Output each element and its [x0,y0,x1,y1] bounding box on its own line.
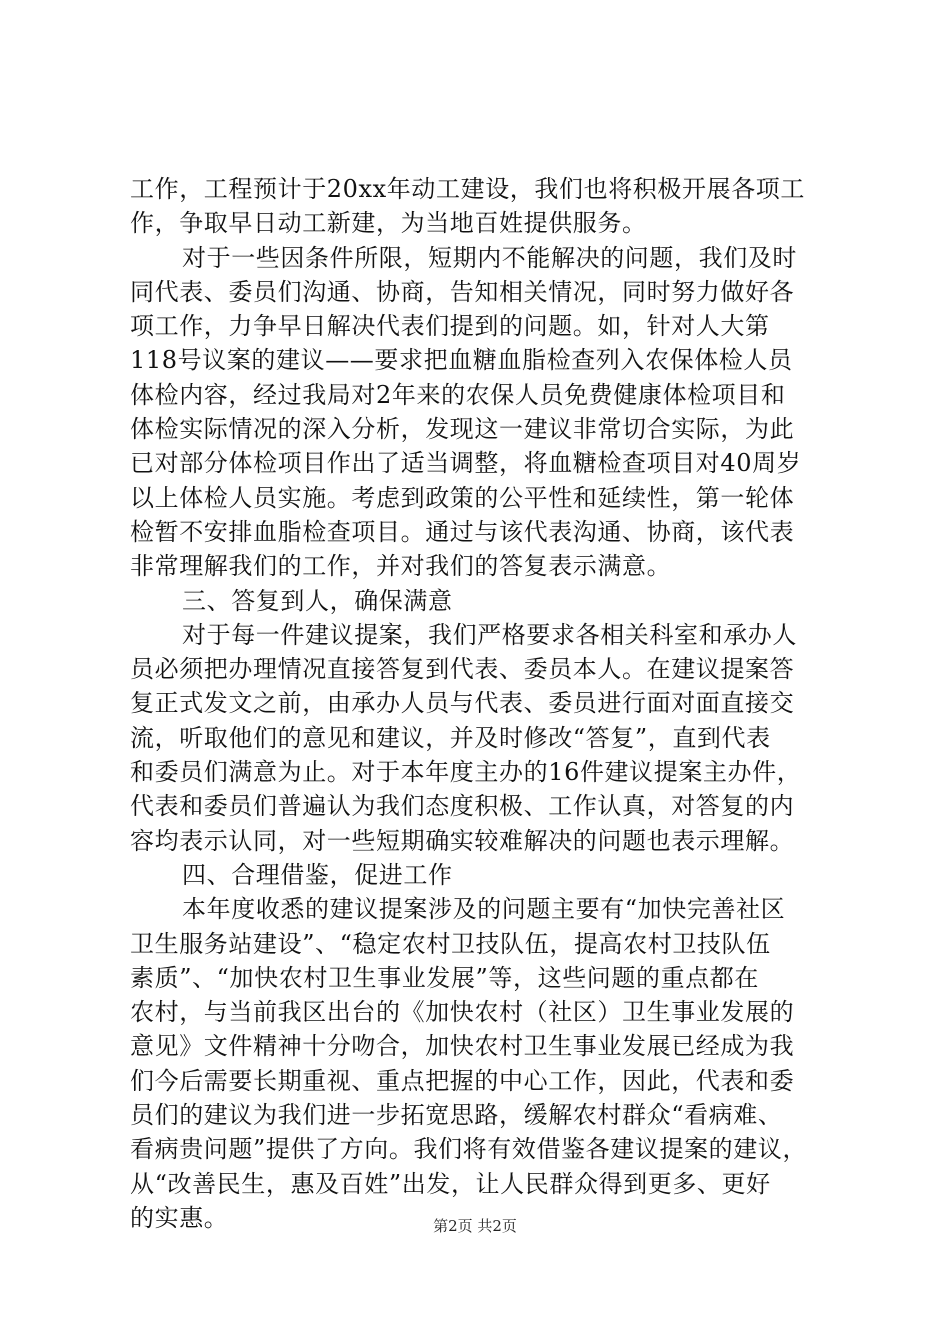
text-line: 复正式发文之前，由承办人员与代表、委员进行面对面直接交 [130,689,795,718]
text-line: 流，听取他们的意见和建议，并及时修改“答复”，直到代表 [130,723,771,752]
text-line: 已对部分体检项目作出了适当调整，将血糖检查项目对40周岁 [130,449,802,478]
text-line: 们今后需要长期重视、重点把握的中心工作，因此，代表和委 [130,1066,795,1095]
document-body [130,172,850,1235]
text-line: 农村，与当前我区出台的《加快农村（社区）卫生事业发展的 [130,998,795,1027]
text-line: 项工作，力争早日解决代表们提到的问题。如，针对人大第 [130,312,770,341]
text-line: 和委员们满意为止。对于本年度主办的16件建议提案主办件， [130,758,802,787]
page-footer: 第2页 共2页 [433,1217,517,1235]
text-line: 对于每一件建议提案，我们严格要求各相关科室和承办人 [182,620,797,649]
text-line: 体检实际情况的深入分析，发现这一建议非常切合实际，为此 [130,415,795,444]
text-line: 对于一些因条件所限，短期内不能解决的问题，我们及时 [182,243,797,272]
text-line: 本年度收悉的建议提案涉及的问题主要有“加快完善社区 [182,895,786,924]
text-line: 员必须把办理情况直接答复到代表、委员本人。在建议提案答 [130,655,795,684]
text-line: 四、合理借鉴，促进工作 [182,860,453,889]
text-line: 三、答复到人，确保满意 [182,586,453,615]
text-line: 以上体检人员实施。考虑到政策的公平性和延续性，第一轮体 [130,483,795,512]
text-line: 检暂不安排血脂检查项目。通过与该代表沟通、协商，该代表 [130,517,795,546]
text-line: 代表和委员们普遍认为我们态度积极、工作认真，对答复的内 [130,792,795,821]
text-line: 的实惠。 [130,1203,229,1232]
text-line: 员们的建议为我们进一步拓宽思路，缓解农村群众“看病难、 [130,1101,783,1130]
text-line: 同代表、委员们沟通、协商，告知相关情况，同时努力做好各 [130,277,795,306]
text-line: 素质”、“加快农村卫生事业发展”等，这些问题的重点都在 [130,963,760,992]
text-line: 卫生服务站建设”、“稳定农村卫技队伍，提高农村卫技队伍 [130,929,771,958]
text-line: 非常理解我们的工作，并对我们的答复表示满意。 [130,552,672,581]
text-line: 工作，工程预计于20xx年动工建设，我们也将积极开展各项工 [130,175,806,203]
text-line: 118号议案的建议——要求把血糖血脂检查列入农保体检人员 [130,346,793,375]
text-line: 意见》文件精神十分吻合，加快农村卫生事业发展已经成为我 [130,1032,795,1061]
text-line: 从“改善民生，惠及百姓”出发，让人民群众得到更多、更好 [130,1169,771,1198]
text-line: 作，争取早日动工新建，为当地百姓提供服务。 [130,209,647,238]
text-line: 体检内容，经过我局对2年来的农保人员免费健康体检项目和 [130,380,786,409]
text-line: 容均表示认同，对一些短期确实较难解决的问题也表示理解。 [130,826,795,855]
text-line: 看病贵问题”提供了方向。我们将有效借鉴各建议提案的建议， [130,1135,808,1164]
